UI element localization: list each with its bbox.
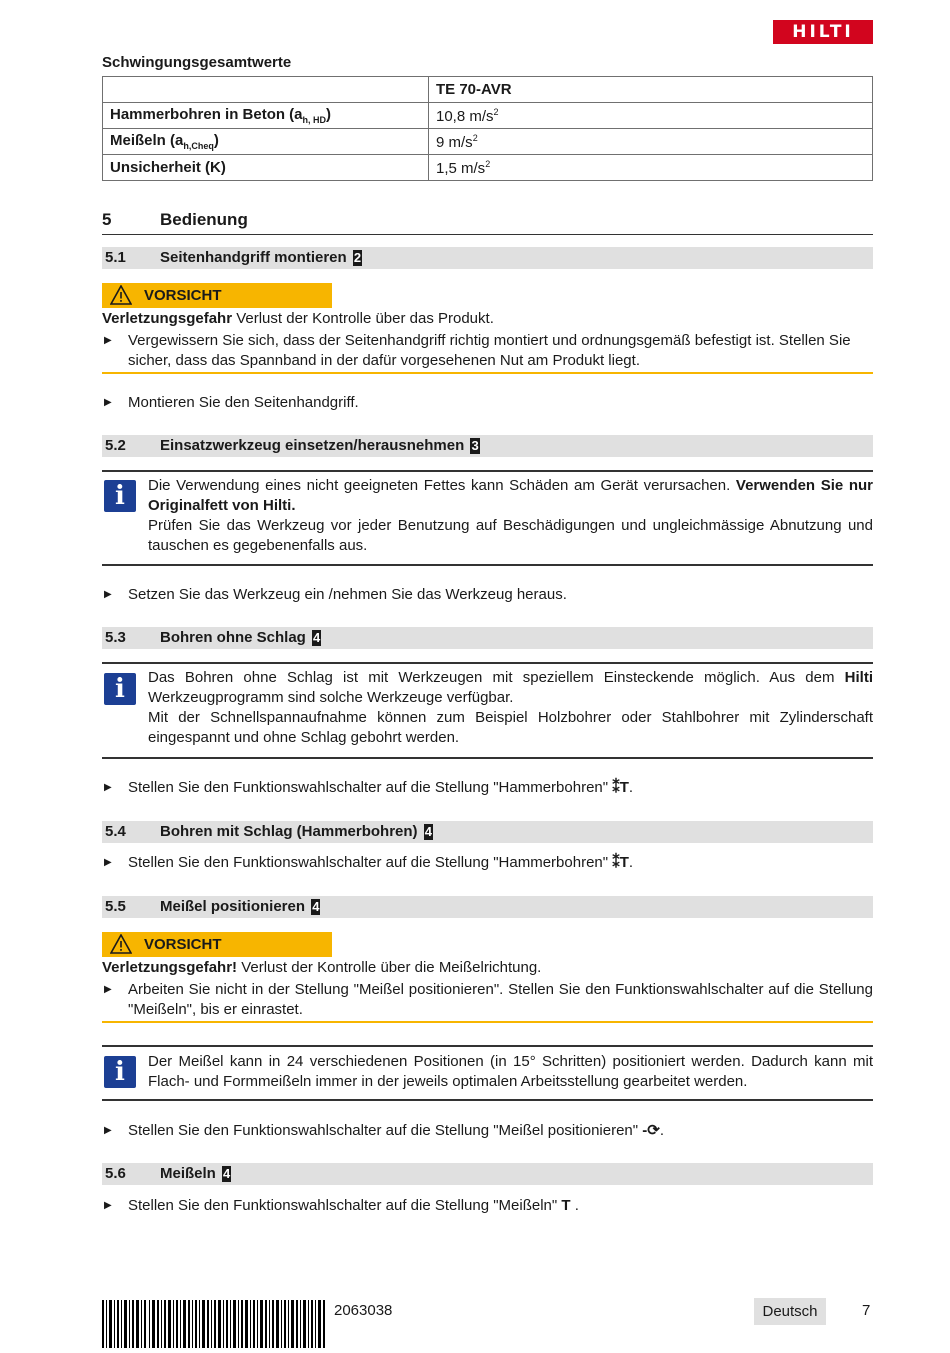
warning-icon bbox=[110, 285, 132, 309]
info-divider bbox=[102, 757, 873, 759]
section-5-2-heading: 5.2 Einsatzwerkzeug einsetzen/herausnehmen 3 bbox=[102, 435, 873, 457]
bullet-arrow-icon: ▶ bbox=[104, 1200, 112, 1211]
info-text: Das Bohren ohne Schlag ist mit Werkzeugen mit speziellem Einsteckende möglich. Aus dem Hilti Werkzeugprogramm sind solche Werkzeuge verfügbar. Mit der Schnellspannaufnahme können zum Beispiel Holzbohrer oder Stahlbohrer mit Zylinderschaft eingespannt und ohne Schlag gebohrt werden. bbox=[148, 669, 873, 746]
table-row: Hammerbohren in Beton $(a_{h, HD})$ 10,8 $m/s^2$ bbox=[103, 103, 873, 129]
danger-text: Verletzungsgefahr Verlust der Kontrolle über das Produkt. bbox=[102, 310, 494, 327]
hammer-drill-icon: ⁑T bbox=[612, 779, 629, 796]
bullet-arrow-icon: ▶ bbox=[104, 335, 112, 346]
info-divider bbox=[102, 662, 873, 664]
bullet-arrow-icon: ▶ bbox=[104, 397, 112, 408]
warning-label: VORSICHT bbox=[102, 932, 332, 957]
danger-text: Verletzungsgefahr! Verlust der Kontrolle über die Meißelrichtung. bbox=[102, 959, 542, 976]
info-icon: i bbox=[104, 1056, 136, 1088]
bullet-arrow-icon: ▶ bbox=[104, 589, 112, 600]
warning-divider bbox=[102, 372, 873, 374]
info-icon: i bbox=[104, 480, 136, 512]
table-header: TE 70-AVR bbox=[429, 77, 873, 103]
info-divider bbox=[102, 1045, 873, 1047]
chisel-icon: T bbox=[561, 1197, 571, 1214]
table-row: Unsicherheit (K) 1,5 $m/s^2$ bbox=[103, 155, 873, 181]
table-row: Meißeln $(a_{h,Cheq})$ 9 $m/s^2$ bbox=[103, 129, 873, 155]
info-divider bbox=[102, 470, 873, 472]
figure-ref: 4 bbox=[424, 824, 432, 839]
bullet-arrow-icon: ▶ bbox=[104, 984, 112, 995]
bullet-arrow-icon: ▶ bbox=[104, 1125, 112, 1136]
barcode bbox=[102, 1300, 326, 1348]
info-text: Die Verwendung eines nicht geeigneten Fettes kann Schäden am Gerät verursachen. Verwenden Sie nur Originalfett von Hilti. Prüfen Sie das Werkzeug vor jeder Benutzung auf Beschädigungen und ungleichmässige Abnutzung und tauschen es gegebenenfalls aus. bbox=[148, 477, 873, 554]
section-5-4-heading: 5.4 Bohren mit Schlag (Hammerbohren) 4 bbox=[102, 821, 873, 843]
page-number: 7 bbox=[862, 1302, 871, 1319]
table-row bbox=[103, 77, 873, 103]
vibration-title: Schwingungsgesamtwerte bbox=[102, 54, 292, 71]
info-divider bbox=[102, 564, 873, 566]
figure-ref: 4 bbox=[223, 1166, 231, 1181]
warning-label: VORSICHT bbox=[102, 283, 332, 308]
section-5-heading: 5 Bedienung bbox=[102, 210, 873, 235]
section-5-5-heading: 5.5 Meißel positionieren 4 bbox=[102, 896, 873, 918]
bullet-arrow-icon: ▶ bbox=[104, 782, 112, 793]
info-icon: i bbox=[104, 673, 136, 705]
figure-ref: 4 bbox=[312, 899, 320, 914]
section-5-1-heading: 5.1 Seitenhandgriff montieren 2 bbox=[102, 247, 873, 269]
language-label: Deutsch bbox=[754, 1298, 826, 1325]
figure-ref: 3 bbox=[471, 438, 479, 453]
warning-icon bbox=[110, 934, 132, 958]
info-text: Der Meißel kann in 24 verschiedenen Positionen (in 15° Schritten) positioniert werden. Dadurch kann mit Flach- und Formmeißeln immer in der jeweils optimalen Arbeitsstellung gearbeitet werden. bbox=[148, 1053, 873, 1090]
figure-ref: 2 bbox=[353, 250, 362, 265]
section-5-6-heading: 5.6 Meißeln 4 bbox=[102, 1163, 873, 1185]
section-5-3-heading: 5.3 Bohren ohne Schlag 4 bbox=[102, 627, 873, 649]
warning-divider bbox=[102, 1021, 873, 1023]
chisel-position-icon: -⟳ bbox=[642, 1122, 660, 1139]
hammer-drill-icon: ⁑T bbox=[612, 854, 629, 871]
document-code: 2063038 bbox=[334, 1302, 393, 1319]
figure-ref: 4 bbox=[313, 630, 321, 645]
vibration-table bbox=[102, 76, 873, 181]
info-divider bbox=[102, 1099, 873, 1101]
bullet-arrow-icon: ▶ bbox=[104, 857, 112, 868]
hilti-logo: HILTI bbox=[773, 20, 873, 44]
